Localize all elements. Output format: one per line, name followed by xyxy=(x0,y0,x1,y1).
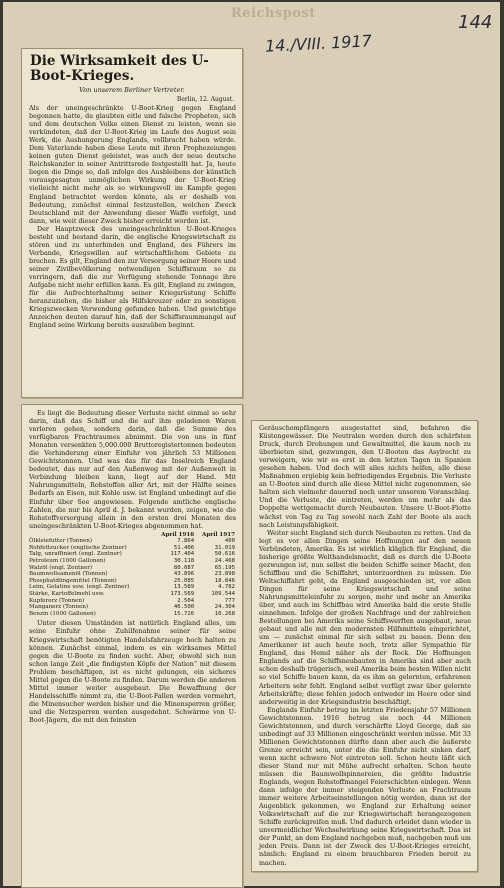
table-cell-item: Petroleum (1000 Gallonen) xyxy=(29,558,106,565)
clipping-article-middle xyxy=(21,404,243,888)
table-cell-1916: 15.726 xyxy=(173,610,195,617)
table-cell-1917: 10.268 xyxy=(214,610,235,617)
paragraph: Englands Einfuhr betrug im letzten Friedensjahr 57 Millionen Gewichtstonnen. 1916 betrug sie noch 44 Millionen Gewichtstonnen, und durch verschärfte Lloyd George, daß sie unbedingt auf 33 Millionen eingeschränkt werden müsse. Mit 33 Millionen Gewichtstonnen dürfte dann aber auch die äußerste Grenze erreicht sein, unter die die Einfuhr nicht sinken darf, wenn nicht schwere Not eintreten soll. Schon heute läßt sich dieser Stand nur mit Mühe aufrecht erhalten. Schon heute müssen die Baumwollspinnereien, die größte Industrie Englands, wegen Rohstoffmangel Feierschichten einlegen. Wenn dann infolge der immer steigenden Verluste an Frachtraum immer weitere Arbeitseinstellungen nötig werden, dann ist der Augenblick gekommen, wo England zur Erhaltung seiner Volkswirtschaft auf die zur Kriegswirtschaft herangezogenen Schiffe zurückgreifen muß. Und dadurch erleidet dann wieder in unvermeidlicher Wechselwirkung seine Kriegswirtschaft. Das ist der Punkt, an dem England nachgeben muß, nachgeben muß um jeden Preis. Dann ist der Zweck des U-Boot-Krieges erreicht, nämlich: England zu einem brauchbaren Frieden bereit zu machen. xyxy=(259,705,471,867)
table-cell-1917: 65.195 xyxy=(214,564,235,571)
table-cell-item: Rohfettzucker (englische Zentner) xyxy=(29,544,127,551)
table-cell-1916: 7.864 xyxy=(177,538,195,545)
table-header-1916: April 1916 xyxy=(161,531,195,538)
table-cell-1917: 18.846 xyxy=(214,577,235,584)
table-cell-item: Leim, Gelatine usw. (engl. Zentner) xyxy=(29,584,130,591)
clipping-article-start xyxy=(21,48,243,398)
table-header-1917: April 1917 xyxy=(202,531,235,538)
table-cell-item: Talg, unraffiniert (engl. Zentner) xyxy=(29,551,122,558)
table-cell-item: Baumwollsamenöl (Tonnen) xyxy=(29,571,108,578)
table-cell-1917: 109.544 xyxy=(211,591,235,598)
table-cell-item: Benzin (1000 Gallonen) xyxy=(29,610,96,617)
table-cell-1917: 4.782 xyxy=(218,584,235,591)
table-cell-item: Kupfererz (Tonnen) xyxy=(29,597,85,604)
table-cell-item: Walzöl (engl. Zentner) xyxy=(29,564,93,571)
paragraph: Der Hauptzweck des uneingeschränkten U-Boot-Krieges besteht und bestand darin, die englische Kriegswirtschaft zu stören und zu unterbinden und England, des Führers im Verbande, Kriegswillen auf wirtschaftlichem Gebiete zu brechen. Es gilt, England den zur Versorgung seiner Heere und seiner Zivilbevölkerung notwendigen Schiffsraum so zu verringern, daß die zur Verfügung stehende Tonnage ihre Aufgabe nicht mehr erfüllen kann. Es gilt, England zu zwingen, für die Aufrechterhaltung seiner Kriegsrüstung Schiffe heranzuziehen, die bisher als Hilfskreuzer oder zu sonstigen Kriegszwecken Verwendung gefunden haben. Und gewichtige Anzeichen deuten darauf hin, daß der Schiffsraummangel auf England seine Wirkung bereits auszuüben beginnt. xyxy=(29,224,236,330)
table-cell-1917: 24.468 xyxy=(214,558,235,565)
table-cell-item: Stärke, Kartoffelmehl usw. xyxy=(29,591,105,598)
table-row xyxy=(29,571,235,578)
article-byline: Von unserem Berliner Vertreter. xyxy=(79,86,185,94)
clipping-article-end xyxy=(251,420,478,872)
article-dateline: Berlin, 12. August. xyxy=(176,96,234,103)
table-cell-1916: 2.504 xyxy=(177,597,195,604)
table-cell-1916: 46.500 xyxy=(173,604,195,611)
table-cell-item: Ölkleiefutter (Tonnen) xyxy=(29,538,93,545)
table-row xyxy=(29,611,235,618)
table-cell-1917: 50.616 xyxy=(214,551,235,558)
table-row xyxy=(29,604,235,611)
table-row xyxy=(29,538,235,545)
table-row xyxy=(29,558,235,565)
paragraph: Es liegt die Bedeutung dieser Verluste nicht einmal so sehr darin, daß das Schiff und die auf ihm geladenen Waren verloren gehen, sondern darin, daß die Summe des verfügbaren Frachtraumes abnimmt. Die von uns in fünf Monaten versenkten 5,000.000 Bruttoregistertonnen bedeuten die Verhinderung einer Einfuhr von jährlich 53 Millionen Gewichtstonnen. Und was das für das Inselreich England bedeutet, das nur auf den Außenweg mit der Außenwelt in Verbindung bleiben kann, liegt auf der Hand. Mit Nahrungsmitteln, Rohstoffen aller Art, mit der Hälfte seines Bedarfs an Eisen, mit Kohle usw. ist England unbedingt auf die Einfuhr über See angewiesen. Folgende amtliche englische Zahlen, die nur bis April d. J. bekannt wurden, zeigen, wie die Rohstoffversorgung allein in den ersten drei Monaten des uneingeschränkten U-Boot-Krieges abgenommen hat. xyxy=(29,409,236,530)
table-cell-item: Phosphatdüngemittel (Tonnen) xyxy=(29,577,117,584)
table-row xyxy=(29,584,235,591)
table-cell-1916: 117.404 xyxy=(170,551,195,558)
table-cell-1917: 31.019 xyxy=(214,544,235,551)
table-cell-1917: 24.304 xyxy=(214,604,235,611)
table-cell-1916: 30.118 xyxy=(173,558,195,565)
table-cell-1916: 25.085 xyxy=(173,577,195,584)
table-cell-1916: 80.087 xyxy=(173,564,195,571)
paragraph: Als der uneingeschränkte U-Boot-Krieg gegen England begonnen hatte, da glaubten eitle und falsche Propheten, sich und dem deutschen Volke einen Dienst zu leisten, wenn sie verkündeten, daß der U-Boot-Krieg im Laufe des August sein Werk, die Aushungerung Englands, vollbracht haben würde. Dem Vaterlande haben diese Leute mit ihren Prophezeiungen keinen guten Dienst geleistet, was auch der neue deutsche Reichskanzler in seiner Antrittsrede festgestellt hat. Ja, heute liegen die Dinge so, daß infolge des Ausbleibens der künstlich vorausgesagten unmöglichen Wirkung der U-Boot-Krieg vielleicht nicht mehr als so wirkungsvoll im Kampfe gegen England betrachtet werden könnte, als er deshalb von Bedeutung, zunächst einmal festzustellen, welchen Zweck Deutschland mit der Anwendung dieser Waffe verfolgt, und dann, wie weit dieser Zweck bisher erreicht worden ist. xyxy=(29,104,236,225)
paragraph: Unter diesen Umständen ist natürlich England alles, um seine Einfuhr ohne Zuhilfenahme seiner für seine Kriegswirtschaft benötigten Handelsfahrzeuge hoch halten zu können. Zunächst einmal, indem es ein wirksames Mittel gegen die U-Boote zu finden sucht. Aber, obwohl sich nun schon lange Zeit „die findigsten Köpfe der Nation“ mit diesem Problem beschäftigen, ist es nicht gelungen, ein sicheres Mittel gegen die U-Boote zu finden. Darum werden die anderen Mittel immer weiter ausgebaut. Die Bewaffnung der Handelsschiffe nimmt zu, die U-Boot-Fallen werden vermehrt, die Minensucher werden bisher und die Minensperren größer, und die Netzsperren werden ausgedehnt. Schwärme von U-Boot-Jägern, die mit den feinsten xyxy=(29,619,236,724)
import-statistics-table xyxy=(29,532,235,618)
table-cell-1916: 13.589 xyxy=(173,584,195,591)
newspaper-name: Reichspost xyxy=(231,6,316,21)
paragraph: Weiter sucht England sich durch Neubauten zu retten. Und da legt es vor allen Dingen seine Hoffnungen auf den neuen Verbündeten, Amerika. Es ist wirklich kläglich für England, die bisherige größte Welthandelsmacht, daß es durch die U-Boote gezwungen ist, nun selbst die beiden Schiffe seiner Macht, den Schiffbau und die Schiffahrt, unterzuordnen zu müssen. Die Weltschiffahrt geht, da England ausgeschieden ist, vor allen Dingen für seine Kriegswirtschaft und seine Nahrungsmitteleinfuhr zu sorgen, mehr und mehr an Amerika über, und auch im Schiffbau wird Amerika bald die erste Stelle einnehmen. Infolge der großen Nachfrage und der zahlreichen Bestellungen bei Amerika seine Schiffswerften ausgebaut, neue gebaut und alle mit den modernsten Hilfsmitteln eingerichtet, um — zunächst einmal für sich selbst zu bauen. Denn den Amerikaner ist auch heute noch, trotz aller Sympathie für England, das Hemd näher als der Rock. Die Hoffnungen Englands auf die Schiffsneubauten in Amerika sind aber auch schon deshalb trügerisch, weil Amerika beim besten Willen nicht so viel Schiffe bauen kann, da es ihm an gelernten, erfahrenen Arbeitern sehr fehlt. England selbst verfügt zwar über gelernte Arbeitskräfte; diese fehlen jedoch entweder im Heere oder sind anderweitig in der Kriegsindustrie beschäftigt. xyxy=(259,528,471,706)
article-title: Die Wirksamkeit des U-Boot-Krieges. xyxy=(30,53,209,84)
paragraph: Geräuschempfängern ausgestattet sind, befahren die Küstengewässer. Die Neutralen werden durch den schärfsten Druck, durch Drohungen und Gewaltmittel, die kaum noch zu überbieten sind, gezwungen, den U-Booten das Asylrecht zu verweigern, wie wir es erst in den letzten Tagen in Spanien gesehen haben. Und doch will alles nichts helfen, alle diese Maßnahmen ergiebig kein befriedigendes Ergebnis. Die Verluste an U-Booten sind durch alle diese Mittel nicht zugenommen, sie halten sich vielmehr dauernd noch unter unserem Voranschlag. Und die Verluste, die eintreten, werden um mehr als das Doppelte wettgemacht durch Neubauten. Unsere U-Boot-Flotte wächst von Tag zu Tag sowohl nach Zahl der Boote als auch nach Leistungsfähigkeit. xyxy=(259,424,471,529)
table-cell-1917: 400 xyxy=(224,538,235,545)
handwritten-date: 14./VIII. 1917 xyxy=(264,31,373,56)
table-cell-item: Manganerz (Tonnen) xyxy=(29,604,89,611)
table-cell-1916: 43.896 xyxy=(173,571,195,578)
handwritten-page-number: 144 xyxy=(458,12,493,33)
table-cell-1916: 51.406 xyxy=(173,544,195,551)
table-row xyxy=(29,591,235,598)
archive-page xyxy=(3,2,500,886)
table-cell-1917: 777 xyxy=(224,597,235,604)
table-cell-1916: 173.569 xyxy=(170,591,195,598)
table-cell-1917: 23.898 xyxy=(214,571,235,578)
